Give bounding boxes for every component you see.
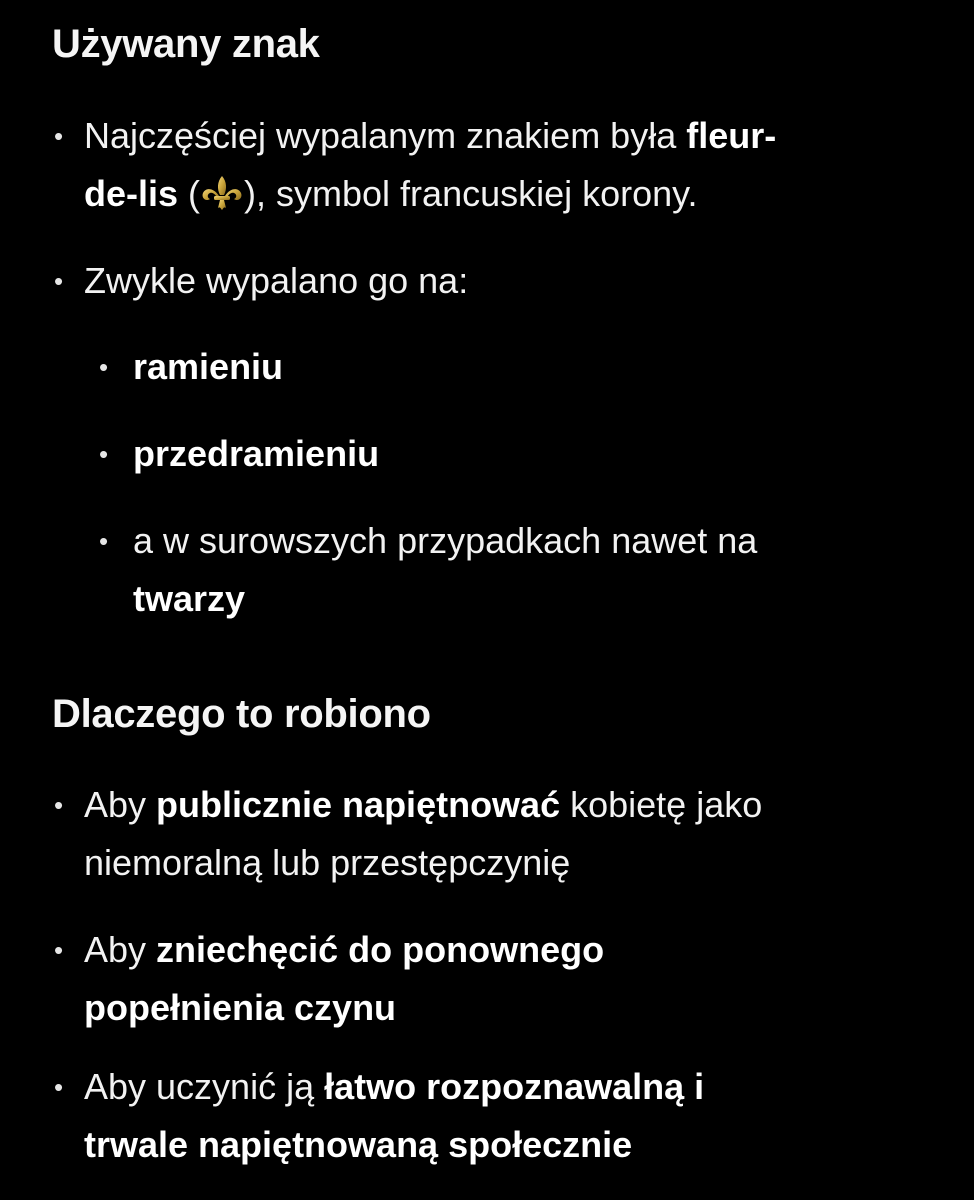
bullet: • — [54, 935, 64, 965]
bold-term-de-lis: de-lis — [84, 173, 179, 214]
list-item-branding-locations: • Zwykle wypalano go na: — [84, 252, 924, 310]
bullet: • — [54, 790, 64, 820]
bold-term-fleur: fleur- — [686, 115, 777, 156]
bullet: • — [54, 1072, 64, 1102]
list-item-deter: • Aby zniechęcić do ponownego popełnienia czynu — [84, 921, 924, 1037]
list-item-recognizable: • Aby uczynić ją łatwo rozpoznawalną i trwale napiętnowaną społecznie — [84, 1058, 924, 1174]
bullet: • — [99, 526, 109, 556]
sub-list-item-face: • a w surowszych przypadkach nawet na twarzy — [133, 512, 913, 628]
sub-list-item-shoulder: • ramieniu — [133, 338, 913, 396]
bullet: • — [54, 266, 64, 296]
section-heading-why: Dlaczego to robiono — [52, 692, 431, 736]
fleur-de-lis-icon — [200, 171, 244, 209]
section-heading-used-mark: Używany znak — [52, 22, 320, 66]
list-item-fleur-de-lis: • Najczęściej wypalanym znakiem była fleur- de-lis ( ), symbol francuskiej korony. — [84, 107, 924, 223]
bullet: • — [99, 439, 109, 469]
sub-list-item-forearm: • przedramieniu — [133, 425, 913, 483]
bullet: • — [99, 352, 109, 382]
list-item-stigmatize: • Aby publicznie napiętnować kobietę jako niemoralną lub przestępczynię — [84, 776, 924, 892]
bullet: • — [54, 121, 64, 151]
